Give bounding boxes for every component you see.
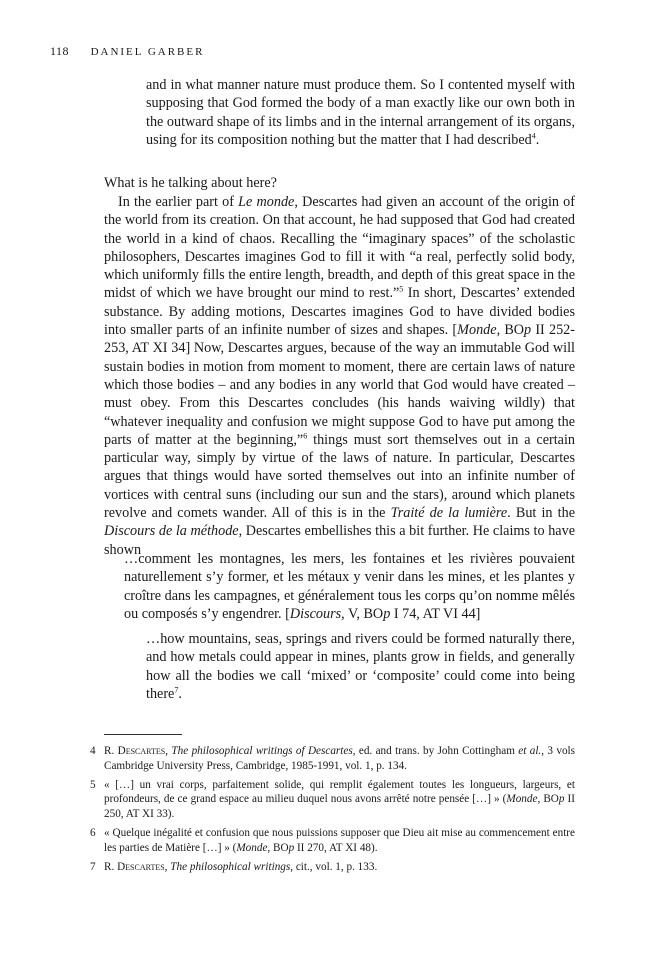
paragraph-question: What is he talking about here?: [104, 175, 277, 191]
footnote-4: 4 R. Descartes, The philosophical writings of Descartes, ed. and trans. by John Cottingham et al., 3 vols Cambridge University Press, Cambridge, 1985-1991, vol. 1, p. 134.: [90, 745, 576, 772]
running-head-author: DANIEL GARBER: [90, 46, 205, 58]
block-quote-english-1: and in what manner nature must produce them. So I contented myself with supposing that God formed the body of a man exactly like our own both in the outward shape of its limbs and in the internal arrangement of its organs, using for its composition nothing but the matter that I had described$^4$.: [146, 77, 575, 148]
footnote-ref-5[interactable]: 5: [399, 284, 404, 294]
running-header: [50, 44, 204, 59]
footnote-7: 7 R. Descartes, The philosophical writings, cit., vol. 1, p. 133.: [90, 860, 378, 873]
block-quote-english-2: …how mountains, seas, springs and rivers could be formed naturally there, and how metals could appear in mines, plants grow in fields, and generally how all the bodies we call ‘mixed’ or ‘composite’ could come into being there$^7$.: [146, 631, 575, 702]
paragraph-main: In the earlier part of Le monde, Descartes had given an account of the origin of the world from its creation. On that account, he had supposed that God had created the world in a kind of chaos. Recalling the “imaginary spaces” of the scholastic philosophers, Descartes imagines God to fill it with “a real, perfectly solid body, which uniformly fills the entire length, breadth, and depth of this great space in the midst of which we have brought our mind to rest.”$^5$ In short, Descartes’ extended substance. By adding motions, Descartes imagines God to have divided bodies into smaller parts of an infinite number of sizes and shapes. [Monde, BOp II 252-253, AT XI 34] Now, Descartes argues, because of the way an immutable God will sustain bodies in motion from moment to moment, there are certain laws of nature which those bodies – and any bodies in any world that God would have created – must obey. From this Descartes concludes (his hands waiving wildly) that “whatever inequality and confusion we might suppose God to have put among the parts of matter at the beginning,”$^6$ things must sort themselves out in a certain particular way, simply by virtue of the laws of nature. In particular, Descartes argues that things would have sorted themselves out into an infinite number of vortices with central suns (including our sun and the stars), around which planets revolve and comets wander. All of this is in the Traité de la lumière. But in the Discours de la méthode, Descartes embellishes this a bit further. He claims to have shown: [104, 194, 575, 558]
footnote-5: 5 « […] un vrai corps, parfaitement solide, qui remplit également toutes les longueurs, largeurs, et profondeurs, de ce grand espace au milieu duquel nous avons arrêté notre pensée […] » (Monde, BOp II 250, AT XI 33).: [90, 778, 576, 821]
footnotes: [90, 744, 576, 878]
page-number: 118: [50, 44, 70, 58]
footnote-ref-6[interactable]: 6: [303, 431, 308, 441]
footnote-ref-4[interactable]: 4: [531, 131, 536, 141]
footnote-separator: [104, 734, 182, 735]
block-quote-french: …comment les montagnes, les mers, les fontaines et les rivières pouvaient naturellement s’y former, et les métaux y venir dans les mines, et les plantes y croître dans les campagnes, et généralement tous les corps qu’on nomme mêlés ou composés s’y engendrer. [Discours, V, BOp I 74, AT VI 44]: [124, 551, 575, 622]
footnote-ref-7[interactable]: 7: [174, 685, 179, 695]
footnote-6: 6 « Quelque inégalité et confusion que nous puissions supposer que Dieu ait mise au commencement entre les parties de Matière […] » (Monde, BOp II 270, AT XI 48).: [90, 826, 575, 854]
